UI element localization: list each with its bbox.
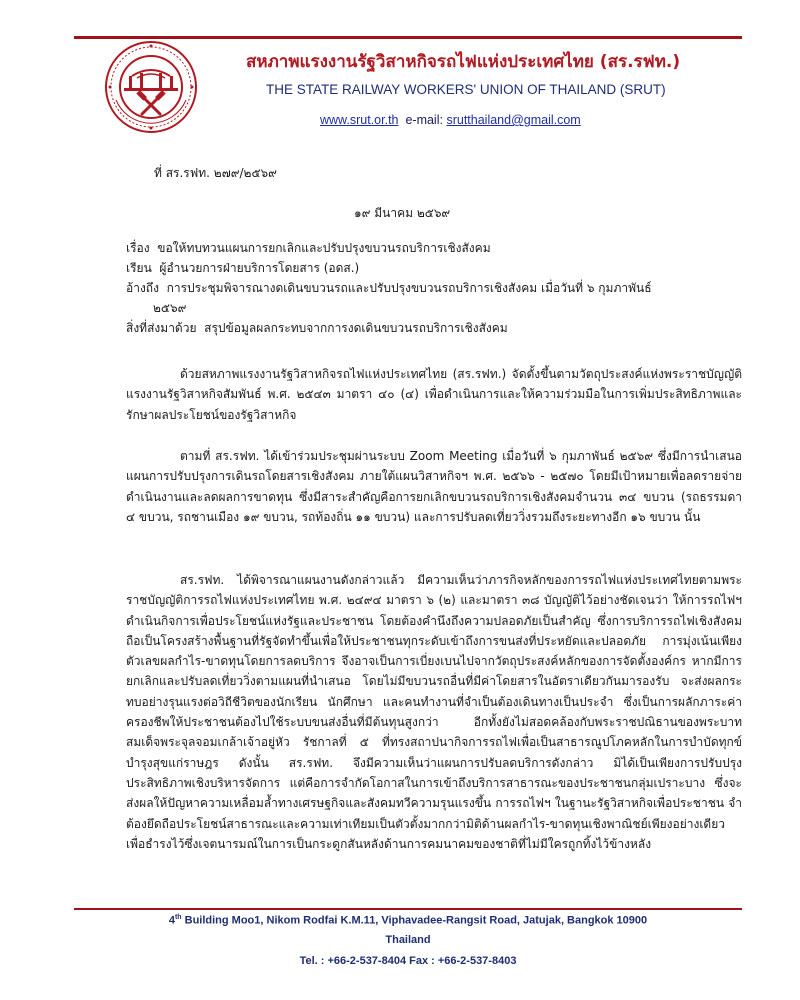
footer-address <box>74 914 742 927</box>
body-paragraph-3: สร.รฟท. ได้พิจารณาแผนงานดังกล่าวแล้ว มีความเห็นว่าภารกิจหลักของการรถไฟแห่งประเทศไทยตามพระราชบัญญัติการรถไฟแห่งประเทศไทย พ.ศ. ๒๔๙๔ มาตรา ๖ (๒) และมาตรา ๓๘ บัญญัติไว้อย่างชัดเจนว่า ให้การรถไฟฯ ดำเนินกิจการเพื่อประโยชน์แห่งรัฐและประชาชน โดยต้องคำนึงถึงความปลอดภัยเป็นสำคัญ ซึ่งการบริการรถไฟเชิงสังคมถือเป็นโครงสร้างพื้นฐานที่รัฐจัดทำขึ้นเพื่อให้ประชาชนทุกระดับเข้าถึงการขนส่งที่ประหยัดและปลอดภัย การมุ่งเน้นเพียงตัวเลขผลกำไร-ขาดทุนโดยการลดบริการ จึงอาจเป็นการเบี่ยงเบนไปจากวัตถุประสงค์หลักของการจัดตั้งองค์กร หากมีการยกเลิกและปรับลดเที่ยววิ่งตามแผนที่นำเสนอ โดยไม่มีขบวนรถอื่นที่มีค่าโดยสารในอัตราเดียวกันมารองรับ จะส่งผลกระทบอย่างรุนแรงต่อวิถีชีวิตของนักเรียน นักศึกษา และคนทำงานที่จำเป็นต้องเดินทางเป็นประจำ ซึ่งเป็นการผลักภาระค่าครองชีพให้ประชาชนต้องไปใช้ระบบขนส่งอื่นที่มีต้นทุนสูงกว่า อีกทั้งยังไม่สอดคล้องกับพระราชปณิธานของพระบาทสมเด็จพระจุลจอมเกล้าเจ้าอยู่หัว รัชกาลที่ ๕ ที่ทรงสถาปนากิจการรถไฟเพื่อเป็นสาธารณูปโภคหลักในการบำบัดทุกข์บำรุงสุขแก่ราษฎร ดังนั้น สร.รฟท. จึงมีความเห็นว่าแผนการปรับลดบริการดังกล่าว มิได้เป็นเพียงการปรับปรุงประสิทธิภาพเชิงบริหารจัดการ แต่คือการจำกัดโอกาสในการเข้าถึงบริการสาธารณะของประชาชนกลุ่มเปราะบาง ซึ่งจะส่งผลให้ปัญหาความเหลื่อมล้ำทางเศรษฐกิจและสังคมทวีความรุนแรงขึ้น การรถไฟฯ ในฐานะรัฐวิสาหกิจเพื่อประชาชน จำต้องยึดถือประโยชน์สาธารณะและความเท่าเทียมเป็นตัวตั้งมากกว่ามิติด้านผลกำไร-ขาดทุนเชิงพาณิชย์เพียงอย่างเดียว เพื่อธำรงไว้ซึ่งเจตนารมณ์ในการเป็นกระดูกสันหลังด้านการคมนาคมของชาติที่ไม่มีใครถูกทิ้งไว้ข้างหลัง <box>126 573 742 851</box>
document-number: ที่ สร.รฟท. ๒๗๙/๒๕๖๙ <box>154 166 277 180</box>
enclosure-label: สิ่งที่ส่งมาด้วย <box>126 321 197 335</box>
body-paragraph-2: ตามที่ สร.รฟท. ได้เข้าร่วมประชุมผ่านระบบ Zoom Meeting เมื่อวันที่ ๖ กุมภาพันธ์ ๒๕๖๙ ซึ่งมีการนำเสนอแผนการปรับปรุงการเดินรถโดยสารเชิงสังคม ภายใต้แผนวิสาหกิจฯ พ.ศ. ๒๕๖๖ - ๒๕๗๐ โดยมีเป้าหมายเพื่อลดรายจ่ายดำเนินงานและลดผลการขาดทุน ซึ่งมีสาระสำคัญคือการยกเลิกขบวนรถบริการเชิงสังคมจำนวน ๓๔ ขบวน (รถธรรมดา ๔ ขบวน, รถชานเมือง ๑๙ ขบวน, รถท้องถิ่น ๑๑ ขบวน) และการปรับลดเที่ยววิ่งรวมถึงระยะทางอีก ๑๖ ขบวน นั้น <box>126 449 742 524</box>
footer-address-text: Building Moo1, Nikom Rodfai K.M.11, Viphavadee-Rangsit Road, Jatujak, Bangkok 10900 <box>181 914 648 927</box>
recipient-text: ผู้อำนวยการฝ่ายบริการโดยสาร (อดส.) <box>159 261 360 275</box>
recipient-line <box>126 258 742 278</box>
subject-text: ขอให้ทบทวนแผนการยกเลิกและปรับปรุงขบวนรถบริการเชิงสังคม <box>157 241 491 255</box>
email-label: e-mail: <box>405 113 443 127</box>
document-date: ๑๙ มีนาคม ๒๕๖๙ <box>354 206 451 220</box>
reference-text: การประชุมพิจารณางดเดินขบวนรถและปรับปรุงขบวนรถบริการเชิงสังคม เมื่อวันที่ ๖ กุมภาพันธ์ <box>166 281 652 295</box>
footer-address-number: 4 <box>168 914 175 927</box>
recipient-label: เรียน <box>126 261 152 275</box>
reference-label: อ้างถึง <box>126 281 159 295</box>
footer-rule <box>74 908 742 910</box>
header-top-rule <box>74 36 742 39</box>
email-link[interactable]: srutthailand@gmail.com <box>446 113 581 127</box>
footer-country: Thailand <box>385 934 431 946</box>
subject-label: เรื่อง <box>126 241 150 255</box>
enclosure-line <box>126 318 742 338</box>
subject-line <box>126 238 742 258</box>
reference-line <box>126 278 742 318</box>
contact-line <box>320 113 581 127</box>
body-paragraph-1: ด้วยสหภาพแรงงานรัฐวิสาหกิจรถไฟแห่งประเทศไทย (สร.รฟท.) จัดตั้งขึ้นตามวัตถุประสงค์แห่งพระราชบัญญัติแรงงานรัฐวิสาหกิจสัมพันธ์ พ.ศ. ๒๕๔๓ มาตรา ๔๐ (๔) เพื่อดำเนินการและให้ความร่วมมือในการเพิ่มประสิทธิภาพและรักษาผลประโยชน์ของรัฐวิสาหกิจ <box>126 367 742 422</box>
footer-address-suffix: th <box>174 914 182 921</box>
org-name-english: THE STATE RAILWAY WORKERS' UNION OF THAILAND (SRUT) <box>266 82 666 97</box>
website-link[interactable]: www.srut.or.th <box>320 113 399 127</box>
reference-text-continued: ๒๕๖๙ <box>153 301 187 315</box>
org-name-thai: สหภาพแรงงานรัฐวิสาหกิจรถไฟแห่งประเทศไทย (สร.รฟท.) <box>246 52 681 72</box>
enclosure-text: สรุปข้อมูลผลกระทบจากการงดเดินขบวนรถบริการเชิงสังคม <box>204 321 508 335</box>
srut-emblem-icon <box>104 40 198 134</box>
footer-phone-fax: Tel. : +66-2-537-8404 Fax : +66-2-537-8403 <box>299 955 517 967</box>
